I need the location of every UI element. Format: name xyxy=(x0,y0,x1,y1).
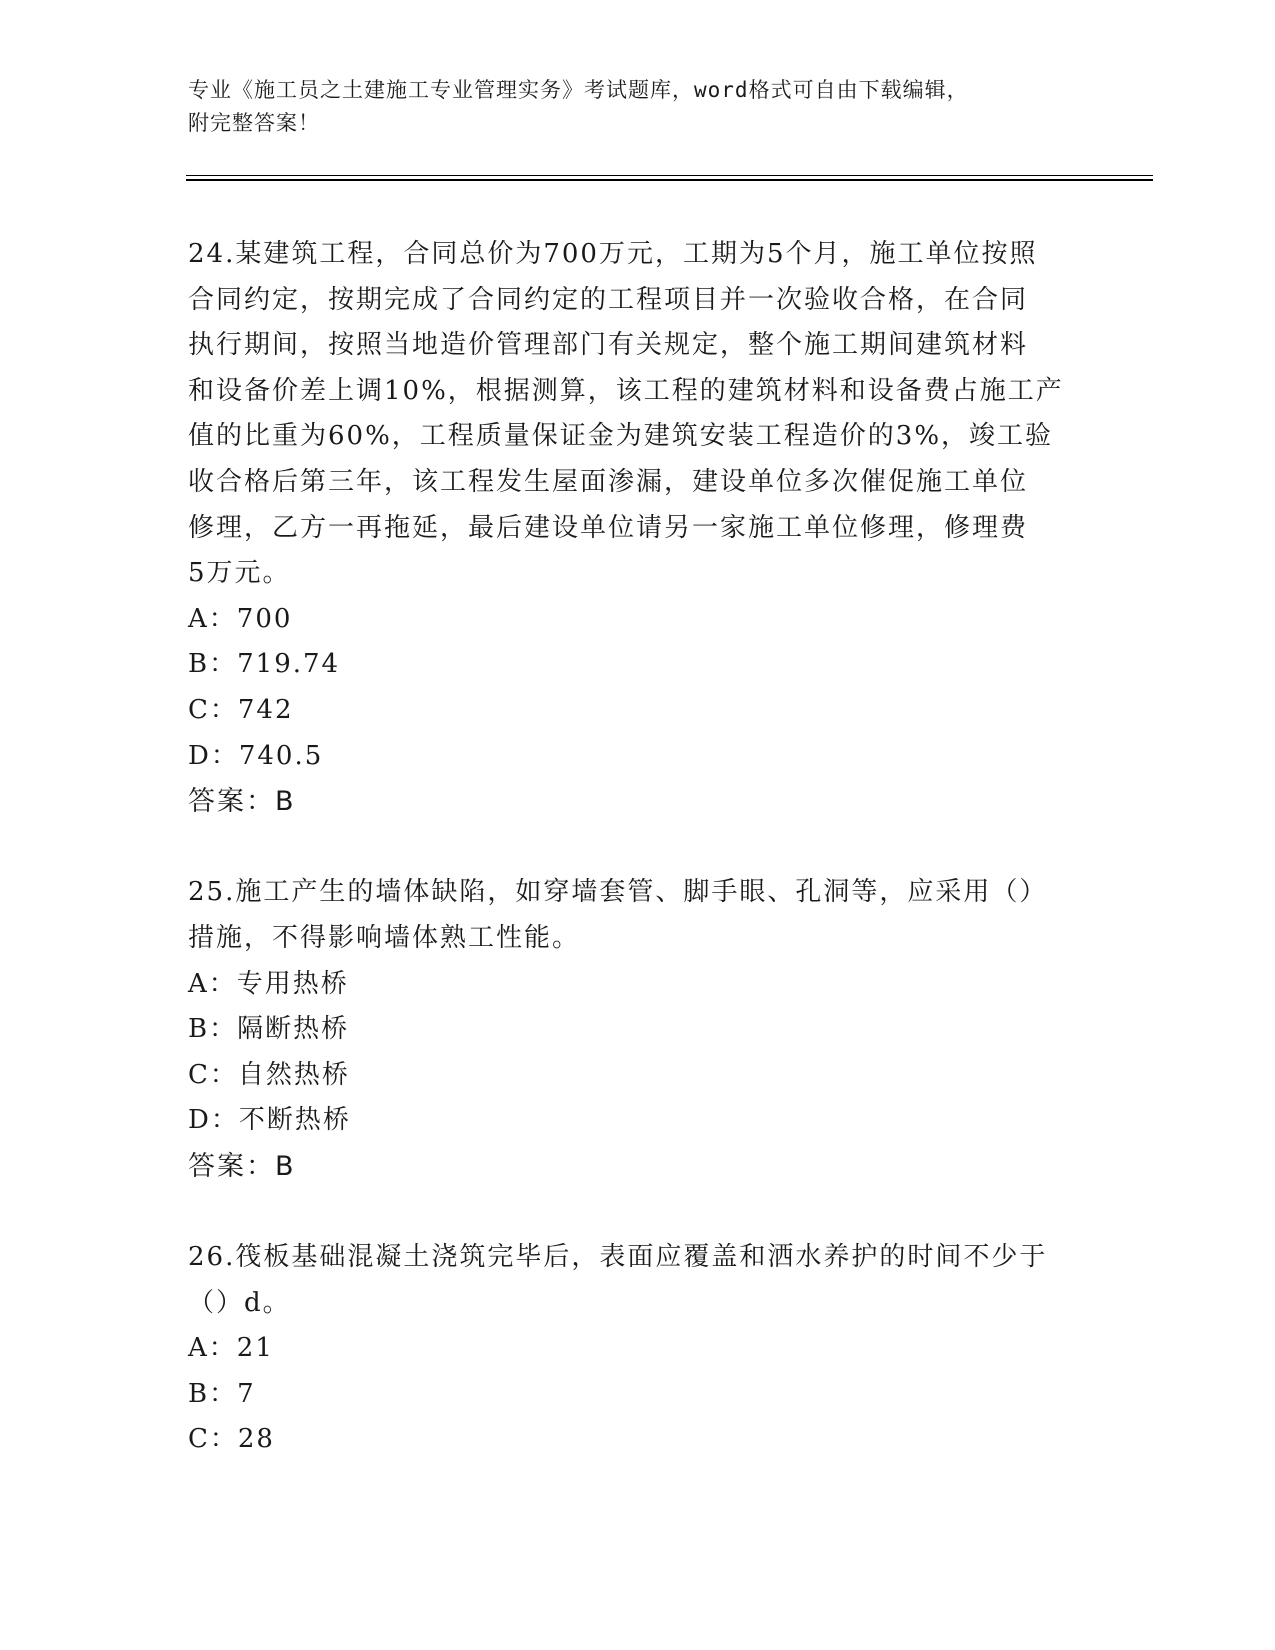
question-spacer xyxy=(188,1189,1088,1235)
answer-line: 答案：B xyxy=(188,786,296,818)
question-stem-line: （）d。 xyxy=(188,1287,291,1318)
option-c: C：742 xyxy=(188,694,294,725)
option-c: C：自然热桥 xyxy=(188,1059,350,1090)
option-b: B：7 xyxy=(188,1378,256,1409)
document-header xyxy=(188,74,1088,140)
option-b: B：隔断热桥 xyxy=(188,1014,350,1045)
question-stem-line: 合同约定，按期完成了合同约定的工程项目并一次验收合格，在合同 xyxy=(188,284,1029,315)
answer-line: 答案：B xyxy=(188,1150,296,1182)
question-stem-line: 修理，乙方一再拖延，最后建设单位请另一家施工单位修理，修理费 xyxy=(188,512,1029,543)
question-block xyxy=(188,232,1088,825)
question-stem-line: 26.筏板基础混凝土浇筑完毕后，表面应覆盖和洒水养护的时间不少于 xyxy=(188,1242,1048,1273)
question-stem-line: 收合格后第三年，该工程发生屋面渗漏，建设单位多次催促施工单位 xyxy=(188,466,1029,497)
question-list xyxy=(188,232,1088,1463)
question-spacer xyxy=(188,825,1088,871)
option-a: A：21 xyxy=(188,1333,274,1364)
question-block xyxy=(188,870,1088,1189)
question-stem-line: 24.某建筑工程，合同总价为700万元，工期为5个月，施工单位按照 xyxy=(188,239,1038,269)
option-c: C：28 xyxy=(188,1424,275,1455)
question-stem-line: 和设备价差上调10%，根据测算，该工程的建筑材料和设备费占施工产 xyxy=(188,375,1064,406)
header-divider-thick xyxy=(186,179,1153,181)
option-a: A：700 xyxy=(188,603,293,634)
question-stem-line: 5万元。 xyxy=(188,558,291,589)
option-b: B：719.74 xyxy=(188,649,341,680)
option-d: D：740.5 xyxy=(188,740,324,771)
header-divider-thin xyxy=(186,175,1153,176)
header-subtitle-line: 附完整答案！ xyxy=(188,111,320,135)
question-stem-line: 措施，不得影响墙体熟工性能。 xyxy=(188,922,581,953)
header-title-line: 专业《施工员之土建施工专业管理实务》考试题库，word格式可自由下载编辑， xyxy=(188,78,969,102)
question-stem-line: 值的比重为60%，工程质量保证金为建筑安装工程造价的3%，竣工验 xyxy=(188,421,1054,452)
question-stem-line: 执行期间，按照当地造价管理部门有关规定，整个施工期间建筑材料 xyxy=(188,330,1029,361)
question-block xyxy=(188,1235,1088,1463)
question-stem-line: 25.施工产生的墙体缺陷，如穿墙套管、脚手眼、孔洞等，应采用（） xyxy=(188,877,1048,908)
option-a: A：专用热桥 xyxy=(188,968,349,999)
option-d: D：不断热桥 xyxy=(188,1105,351,1136)
